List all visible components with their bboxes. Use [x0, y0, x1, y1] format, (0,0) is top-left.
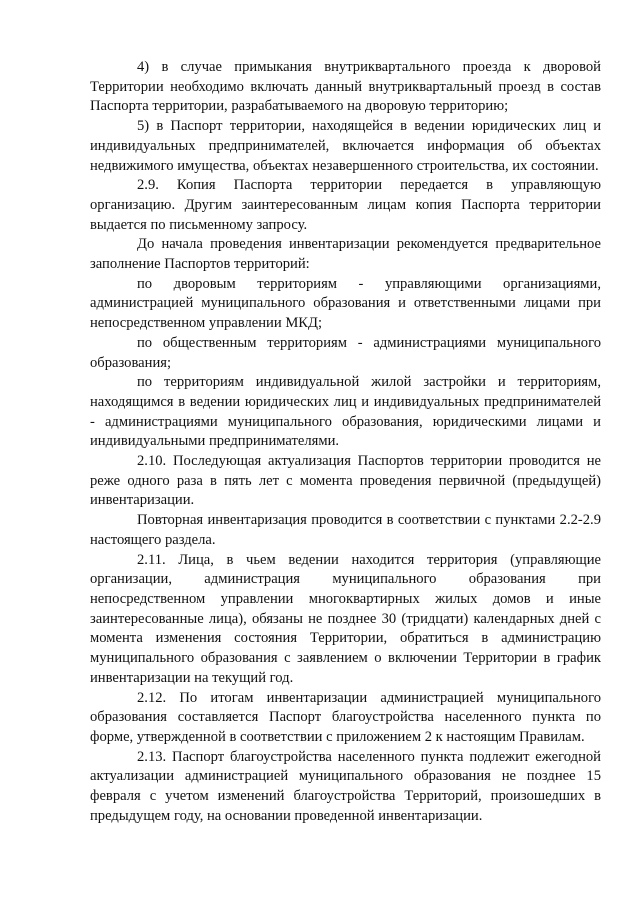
- paragraph-2-9: 2.9. Копия Паспорта территории передается в управляющую организацию. Другим заинтересованным лицам копия Паспорта территории выдается по письменному запросу.: [90, 177, 601, 233]
- paragraph-preliminary-filling: До начала проведения инвентаризации рекомендуется предварительное заполнение Паспортов территорий:: [90, 236, 601, 273]
- paragraph-2-13: 2.13. Паспорт благоустройства населенного пункта подлежит ежегодной актуализации администрацией муниципального образования не позднее 15 февраля с учетом изменений благоустройства Территорий, произошедших в предыдущем году, на основании проведенной инвентаризации.: [90, 748, 601, 824]
- paragraph-yard-territories: по дворовым территориям - управляющими организациями, администрацией муниципального образования и ответственными лицами при непосредственном управлении МКД;: [90, 275, 601, 332]
- paragraph-individual-housing: по территориям индивидуальной жилой застройки и территориям, находящимся в ведении юридических лиц и индивидуальных предпринимателей - администрациями муниципального образования, юридическими лицами и индивидуальными предпринимателями.: [90, 374, 601, 450]
- paragraph-2-12: 2.12. По итогам инвентаризации администрацией муниципального образования составляется Паспорт благоустройства населенного пункта по форме, утвержденной в соответствии с приложением 2 к настоящим Правилам.: [90, 689, 601, 745]
- paragraph-2-11: 2.11. Лица, в чьем ведении находится территория (управляющие организации, администрация муниципального образования при непосредственном управлении многоквартирных жилых домов и иные заинтересованные лица), обязаны не позднее 30 (тридцати) календарных дней с момента изменения состояния Территории, обратиться в администрацию муниципального образования с заявлением о включении Территории в график инвентаризации на текущий год.: [90, 551, 601, 686]
- paragraph-repeated-inventory: Повторная инвентаризация проводится в соответствии с пунктами 2.2-2.9 настоящего раздела.: [90, 512, 601, 548]
- paragraph-public-territories: по общественным территориям - администрациями муниципального образования;: [90, 334, 601, 371]
- paragraph-item-4: 4) в случае примыкания внутриквартального проезда к дворовой Территории необходимо включать данный внутриквартальный проезд в состав Паспорта территории, разрабатываемого на дворовую территорию;: [90, 59, 601, 115]
- paragraph-item-5: 5) в Паспорт территории, находящейся в ведении юридических лиц и индивидуальных предпринимателей, включается информация об объектах недвижимого имущества, объектах незавершенного строительства, их состоянии.: [90, 118, 601, 174]
- document-page: [90, 58, 601, 826]
- paragraph-2-10: 2.10. Последующая актуализация Паспортов территории проводится не реже одного раза в пять лет с момента проведения первичной (предыдущей) инвентаризации.: [90, 453, 601, 509]
